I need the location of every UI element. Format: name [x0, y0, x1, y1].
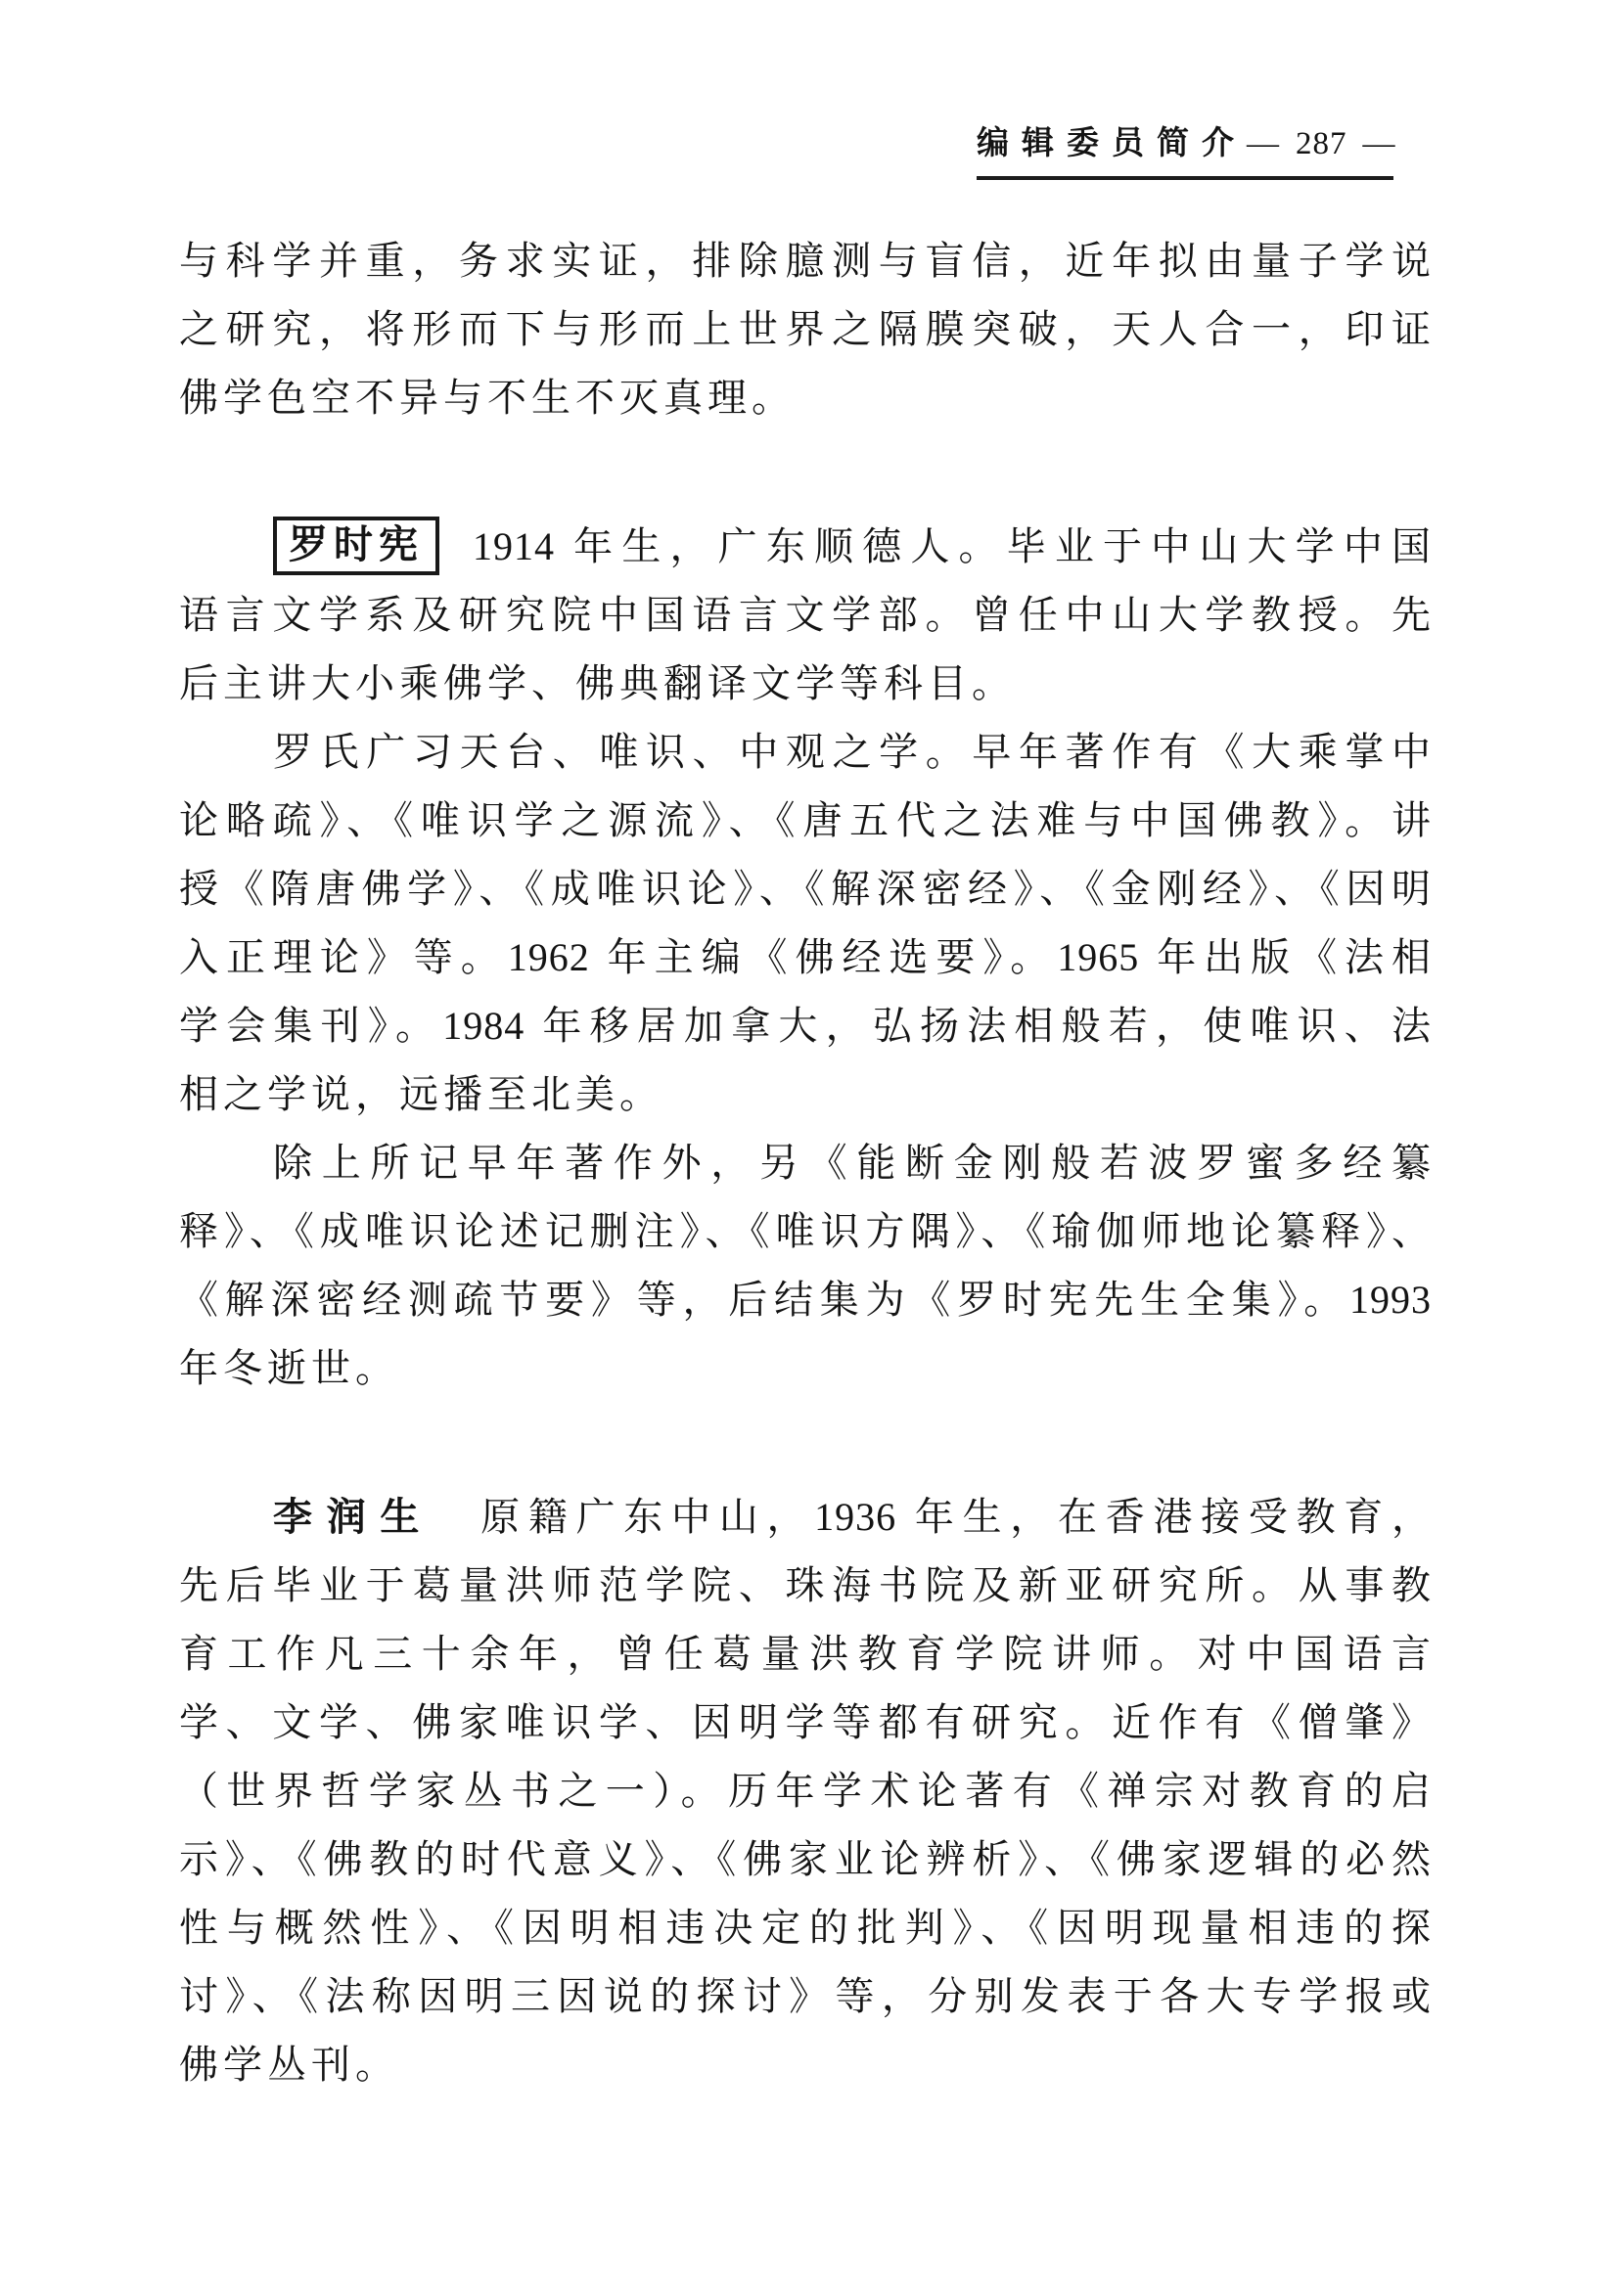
person-name-boxed: 罗时宪: [273, 517, 439, 575]
text-line: 释》、《成唯识论述记删注》、《唯识方隅》、《瑜伽师地论纂释》、: [179, 1209, 1432, 1253]
text-line: 入正理论》等。1962 年主编《佛经选要》。1965 年出版《法相: [179, 935, 1432, 979]
text-line: 育工作凡三十余年，曾任葛量洪教育学院讲师。对中国语言: [179, 1632, 1432, 1676]
text-line: 授《隋唐佛学》、《成唯识论》、《解深密经》、《金刚经》、《因明: [179, 867, 1432, 911]
biography-section-李润生: [179, 1483, 1432, 2099]
text-line: 年冬逝世。: [179, 1346, 399, 1390]
text-line: 学会集刊》。1984 年移居加拿大，弘扬法相般若，使唯识、法: [179, 1004, 1432, 1048]
text-line: 罗时宪 1914 年生，广东顺德人。毕业于中山大学中国: [179, 513, 1432, 581]
body-text: [179, 227, 1432, 2099]
text-line: 佛学色空不异与不生不灭真理。: [179, 376, 796, 420]
text-line: 性与概然性》、《因明相违决定的批判》、《因明现量相违的探: [179, 1906, 1432, 1950]
text-line: 罗氏广习天台、唯识、中观之学。早年著作有《大乘掌中: [273, 730, 1432, 774]
continuation-paragraph: [179, 227, 1432, 432]
running-header-title: 编辑委员简介: [977, 126, 1247, 161]
page-dash-right: —: [1362, 126, 1396, 161]
text-line: 除上所记早年著作外，另《能断金刚般若波罗蜜多经纂: [273, 1141, 1432, 1185]
text-line: 佛学丛刊。: [179, 2043, 399, 2087]
text-line: 与科学并重，务求实证，排除臆测与盲信，近年拟由量子学说: [179, 239, 1432, 283]
page-number-group: [1247, 126, 1396, 162]
text-line: 语言文学系及研究院中国语言文学部。曾任中山大学教授。先: [179, 593, 1432, 637]
text-line: 示》、《佛教的时代意义》、《佛家业论辨析》、《佛家逻辑的必然: [179, 1837, 1432, 1881]
text-line: 先后毕业于葛量洪师范学院、珠海书院及新亚研究所。从事教: [179, 1563, 1432, 1607]
text-line: 李润生 原籍广东中山，1936 年生，在香港接受教育，: [273, 1495, 1433, 1539]
page-number: 287: [1296, 126, 1347, 161]
text-line: 学、文学、佛家唯识学、因明学等都有研究。近作有《僧肇》: [179, 1700, 1432, 1744]
text-line: 相之学说，远播至北美。: [179, 1072, 663, 1116]
text-line: 之研究，将形而下与形而上世界之隔膜突破，天人合一，印证: [179, 307, 1432, 351]
text-line: 讨》、《法称因明三因说的探讨》等，分别发表于各大专学报或: [179, 1974, 1432, 2018]
text-line: （世界哲学家丛书之一）。历年学术论著有《禅宗对教育的启: [179, 1769, 1432, 1813]
running-header: [977, 117, 1396, 180]
text-line: 论略疏》、《唯识学之源流》、《唐五代之法难与中国佛教》。讲: [179, 798, 1432, 842]
person-name-bold: 李润生: [273, 1495, 434, 1539]
text-line: 《解深密经测疏节要》等，后结集为《罗时宪先生全集》。1993: [179, 1278, 1432, 1322]
text-line: 后主讲大小乘佛学、佛典翻译文学等科目。: [179, 661, 1016, 705]
biography-section-罗时宪: [179, 513, 1432, 1403]
page-dash-left: —: [1247, 126, 1280, 161]
